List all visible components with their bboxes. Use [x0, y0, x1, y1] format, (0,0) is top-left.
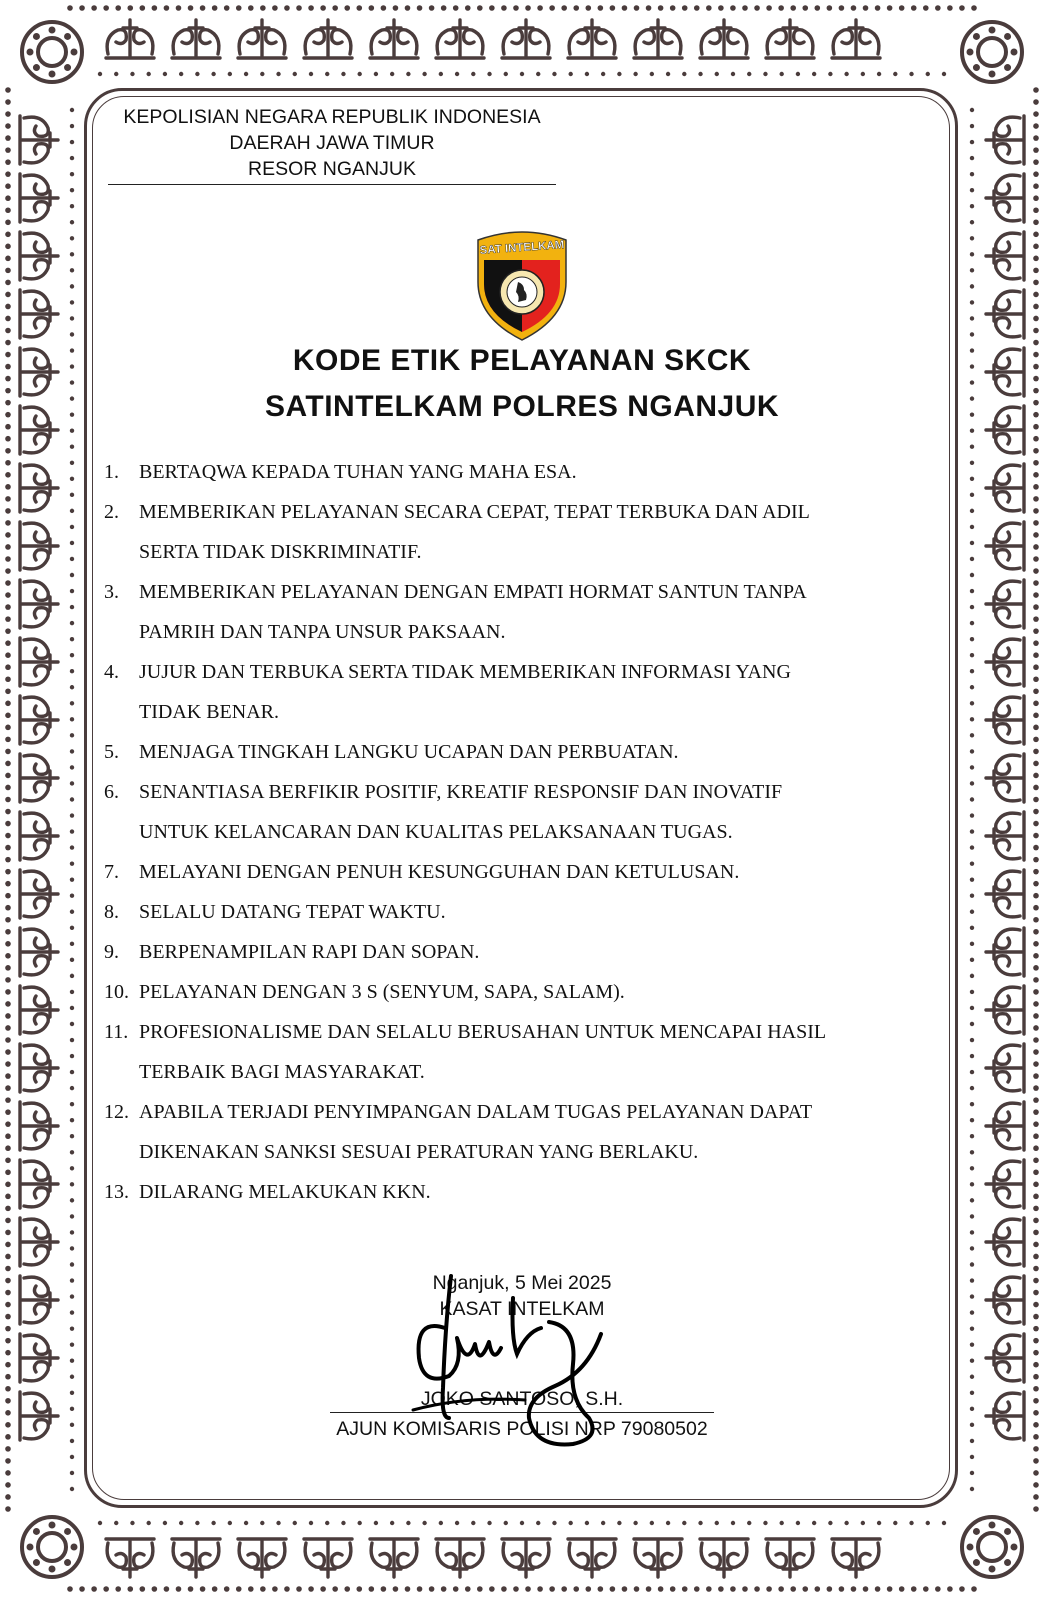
list-item-number: 9.: [104, 941, 119, 963]
list-item-text: MEMBERIKAN PELAYANAN SECARA CEPAT, TEPAT TERBUKA DAN ADIL SERTA TIDAK DISKRIMINATIF.: [139, 501, 810, 563]
document-title-line-2: SATINTELKAM POLRES NGANJUK: [264, 390, 780, 423]
list-item: [104, 732, 914, 772]
list-item-text: DILARANG MELAKUKAN KKN.: [139, 1181, 431, 1203]
list-item: [104, 492, 914, 572]
list-item-number: 4.: [104, 661, 119, 683]
list-item-number: 13.: [104, 1181, 129, 1203]
signature-place-date: Nganjuk, 5 Mei 2025: [432, 1272, 612, 1294]
signatory-name: JOKO SANTOSO, S.H.: [330, 1388, 714, 1413]
signature-position: KASAT INTELKAM: [439, 1298, 605, 1320]
list-item-text: JUJUR DAN TERBUKA SERTA TIDAK MEMBERIKAN INFORMASI YANG TIDAK BENAR.: [139, 661, 791, 723]
list-item-number: 5.: [104, 741, 119, 763]
list-item-text: SELALU DATANG TEPAT WAKTU.: [139, 901, 446, 923]
sat-intelkam-logo: [472, 226, 572, 342]
letterhead-line-2: DAERAH JAWA TIMUR: [229, 132, 435, 154]
list-item-text: MELAYANI DENGAN PENUH KESUNGGUHAN DAN KETULUSAN.: [139, 861, 740, 883]
list-item-number: 8.: [104, 901, 119, 923]
list-item-text: PELAYANAN DENGAN 3 S (SENYUM, SAPA, SALAM).: [139, 981, 625, 1003]
document-title-line-1: KODE ETIK PELAYANAN SKCK: [292, 344, 752, 377]
list-item: [104, 852, 914, 892]
list-item: [104, 1092, 914, 1172]
list-item: [104, 452, 914, 492]
list-item-text: MENJAGA TINGKAH LANGKU UCAPAN DAN PERBUATAN.: [139, 741, 679, 763]
list-item-text: BERPENAMPILAN RAPI DAN SOPAN.: [139, 941, 480, 963]
list-item-number: 3.: [104, 581, 119, 603]
list-item-number: 6.: [104, 781, 119, 803]
logo-text: SAT INTELKAM: [479, 239, 565, 257]
list-item: [104, 1172, 914, 1212]
list-item-number: 11.: [104, 1021, 129, 1043]
list-item-number: 7.: [104, 861, 119, 883]
list-item-number: 12.: [104, 1101, 129, 1123]
list-item-number: 1.: [104, 461, 119, 483]
list-item: [104, 1012, 914, 1092]
list-item: [104, 652, 914, 732]
letterhead-line-1: KEPOLISIAN NEGARA REPUBLIK INDONESIA: [123, 106, 541, 128]
list-item: [104, 572, 914, 652]
list-item: [104, 892, 914, 932]
list-item: [104, 932, 914, 972]
list-item-number: 2.: [104, 501, 119, 523]
list-item-text: PROFESIONALISME DAN SELALU BERUSAHAN UNTUK MENCAPAI HASIL TERBAIK BAGI MASYARAKAT.: [139, 1021, 827, 1083]
letterhead: [108, 104, 556, 185]
list-item: [104, 772, 914, 852]
list-item-text: SENANTIASA BERFIKIR POSITIF, KREATIF RESPONSIF DAN INOVATIF UNTUK KELANCARAN DAN KUALITAS PELAKSANAAN TUGAS.: [139, 781, 783, 843]
list-item: [104, 972, 914, 1012]
list-item-text: MEMBERIKAN PELAYANAN DENGAN EMPATI HORMAT SANTUN TANPA PAMRIH DAN TANPA UNSUR PAKSAAN.: [139, 581, 807, 643]
signatory-rank-nrp: AJUN KOMISARIS POLISI NRP 79080502: [336, 1418, 708, 1440]
letterhead-line-3: RESOR NGANJUK: [248, 158, 416, 180]
list-item-text: APABILA TERJADI PENYIMPANGAN DALAM TUGAS PELAYANAN DAPAT DIKENAKAN SANKSI SESUAI PERATURAN YANG BERLAKU.: [139, 1101, 813, 1163]
code-of-ethics-list: [104, 452, 914, 1212]
list-item-text: BERTAQWA KEPADA TUHAN YANG MAHA ESA.: [139, 461, 577, 483]
list-item-number: 10.: [104, 981, 129, 1003]
